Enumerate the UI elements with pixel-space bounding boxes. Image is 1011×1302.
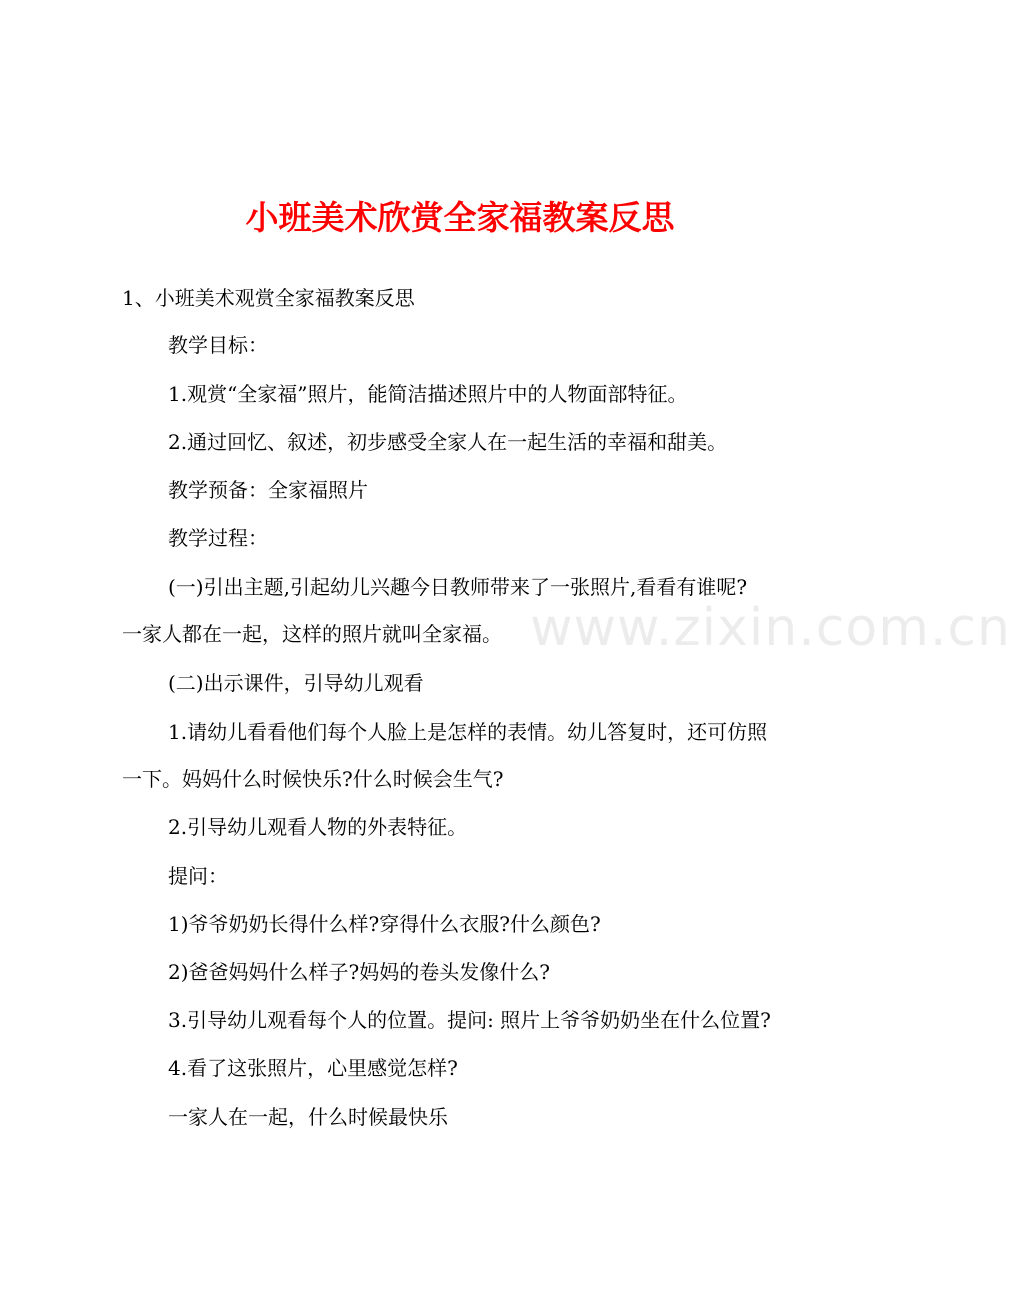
paragraph: 教学目标：	[168, 333, 268, 357]
paragraph: (一)引出主题,引起幼儿兴趣今日教师带来了一张照片,看看有谁呢?	[168, 575, 748, 599]
paragraph: 2)爸爸妈妈什么样子?妈妈的卷头发像什么?	[168, 960, 550, 984]
watermark: www.zixin.com.cn	[530, 598, 1011, 658]
paragraph: 2.通过回忆、叙述，初步感受全家人在一起生活的幸福和甜美。	[168, 430, 728, 454]
paragraph-continuation: 一家人都在一起，这样的照片就叫全家福。	[122, 622, 502, 646]
paragraph: 1.观赏“全家福”照片，能简洁描述照片中的人物面部特征。	[168, 382, 688, 406]
paragraph: 一家人在一起，什么时候最快乐	[168, 1105, 448, 1129]
paragraph: 3.引导幼儿观看每个人的位置。提问: 照片上爷爷奶奶坐在什么位置?	[168, 1008, 771, 1032]
paragraph: 教学过程：	[168, 526, 268, 550]
paragraph: 教学预备：全家福照片	[168, 478, 368, 502]
section-heading: 1、小班美术观赏全家福教案反思	[122, 286, 415, 310]
paragraph: 提问：	[168, 864, 228, 888]
paragraph: 1.请幼儿看看他们每个人脸上是怎样的表情。幼儿答复时，还可仿照	[168, 720, 768, 744]
document-title: 小班美术欣赏全家福教案反思	[245, 198, 675, 237]
paragraph: 1)爷爷奶奶长得什么样?穿得什么衣服?什么颜色?	[168, 912, 601, 936]
paragraph: 2.引导幼儿观看人物的外表特征。	[168, 815, 468, 839]
paragraph-continuation: 一下。妈妈什么时候快乐?什么时候会生气?	[122, 767, 504, 791]
paragraph: (二)出示课件，引导幼儿观看	[168, 671, 424, 695]
paragraph: 4.看了这张照片，心里感觉怎样?	[168, 1056, 458, 1080]
